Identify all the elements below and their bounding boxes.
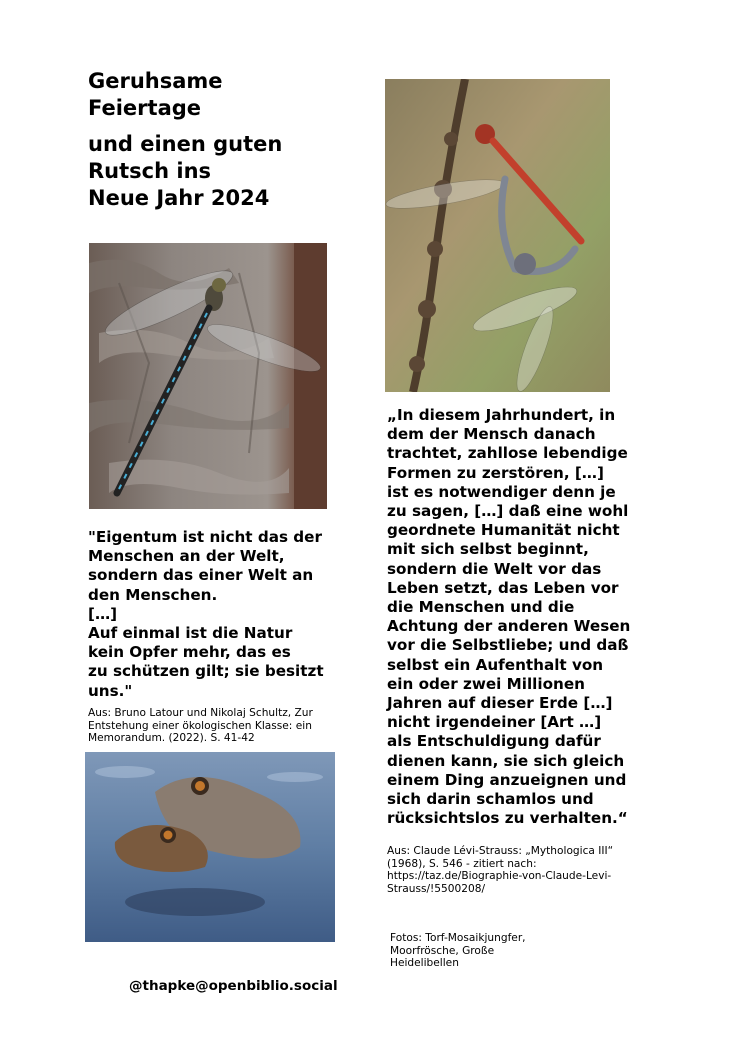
- quote-line: Menschen an der Welt,: [88, 547, 285, 566]
- credit-line: Heidelibellen: [390, 957, 459, 970]
- quote-line: mit sich selbst beginnt,: [387, 540, 589, 559]
- quote-line: sondern die Welt vor das: [387, 559, 602, 578]
- quote-line: Achtung der anderen Wesen: [387, 617, 631, 636]
- dragonfly-bark-photo: [89, 243, 327, 509]
- quote-line: rücksichtslos zu verhalten.“: [387, 809, 628, 828]
- quote-line: uns.": [88, 681, 133, 700]
- title-line-1: Geruhsame: [88, 69, 223, 93]
- latour-quote: [88, 528, 324, 701]
- darters-photo: [385, 79, 610, 392]
- quote-line: den Menschen.: [88, 585, 218, 604]
- quote-line: „In diesem Jahrhundert, in: [387, 406, 616, 424]
- quote-line: einem Ding anzueignen und: [387, 770, 627, 789]
- quote-line: kein Opfer mehr, das es: [88, 643, 291, 662]
- levi-strauss-quote: [387, 406, 630, 828]
- quote-line: zu sagen, […] daß eine wohl: [387, 502, 629, 521]
- credit-line: Moorfrösche, Große: [390, 944, 495, 957]
- quote-line: "Eigentum ist nicht das der: [88, 528, 322, 546]
- source-line: Aus: Bruno Latour und Nikolaj Schultz, Zur: [88, 707, 313, 719]
- moor-frogs-photo-icon: [85, 752, 335, 942]
- quote-line: Jahren auf dieser Erde […]: [387, 694, 613, 713]
- quote-line: zu schützen gilt; sie besitzt: [88, 662, 324, 681]
- quote-line: Auf einmal ist die Natur: [88, 624, 293, 643]
- source-line: (1968), S. 546 - zitiert nach:: [387, 857, 537, 870]
- quote-line: Formen zu zerstören, […]: [387, 463, 604, 482]
- frogs-photo: [85, 752, 335, 942]
- quote-line: trachtet, zahllose lebendige: [387, 444, 628, 463]
- title-line-5: Neue Jahr 2024: [88, 186, 270, 210]
- levi-strauss-source: [387, 845, 613, 895]
- quote-line: Leben setzt, das Leben vor: [387, 578, 619, 597]
- title-line-2: Feiertage: [88, 96, 202, 120]
- quote-line: als Entschuldigung dafür: [387, 732, 601, 751]
- quote-line: vor die Selbstliebe; und daß: [387, 636, 629, 655]
- quote-line: die Menschen und die: [387, 598, 575, 617]
- quote-line: ist es notwendiger denn je: [387, 482, 616, 501]
- photo-credit: [390, 932, 526, 970]
- source-line: Strauss/!5500208/: [387, 882, 486, 895]
- quote-line: dienen kann, sie sich gleich: [387, 751, 625, 770]
- social-handle: @thapke@openbiblio.social: [129, 978, 338, 994]
- quote-line: dem der Mensch danach: [387, 425, 596, 444]
- quote-line: selbst ein Aufenthalt von: [387, 655, 604, 674]
- mating-darters-photo-icon: [385, 79, 610, 392]
- quote-line: […]: [88, 604, 118, 623]
- source-line: Entstehung einer ökologischen Klasse: ein: [88, 719, 312, 732]
- source-line: Memorandum. (2022). S. 41-42: [88, 732, 255, 745]
- latour-source: [88, 707, 313, 745]
- source-line: Aus: Claude Lévi-Strauss: „Mythologica III“: [387, 845, 614, 857]
- greeting-title: [88, 68, 282, 212]
- quote-line: nicht irgendeiner [Art …]: [387, 713, 602, 732]
- title-line-4: Rutsch ins: [88, 159, 212, 183]
- credit-line: Fotos: Torf-Mosaikjungfer,: [390, 932, 526, 944]
- source-line: https://taz.de/Biographie-von-Claude-Levi-: [387, 870, 612, 883]
- quote-line: ein oder zwei Millionen: [387, 674, 585, 693]
- quote-line: geordnete Humanität nicht: [387, 521, 620, 540]
- dragonfly-on-bark-photo-icon: [89, 243, 327, 509]
- title-line-3: und einen guten: [88, 132, 283, 156]
- quote-line: sich darin schamlos und: [387, 790, 594, 809]
- quote-line: sondern das einer Welt an: [88, 566, 314, 585]
